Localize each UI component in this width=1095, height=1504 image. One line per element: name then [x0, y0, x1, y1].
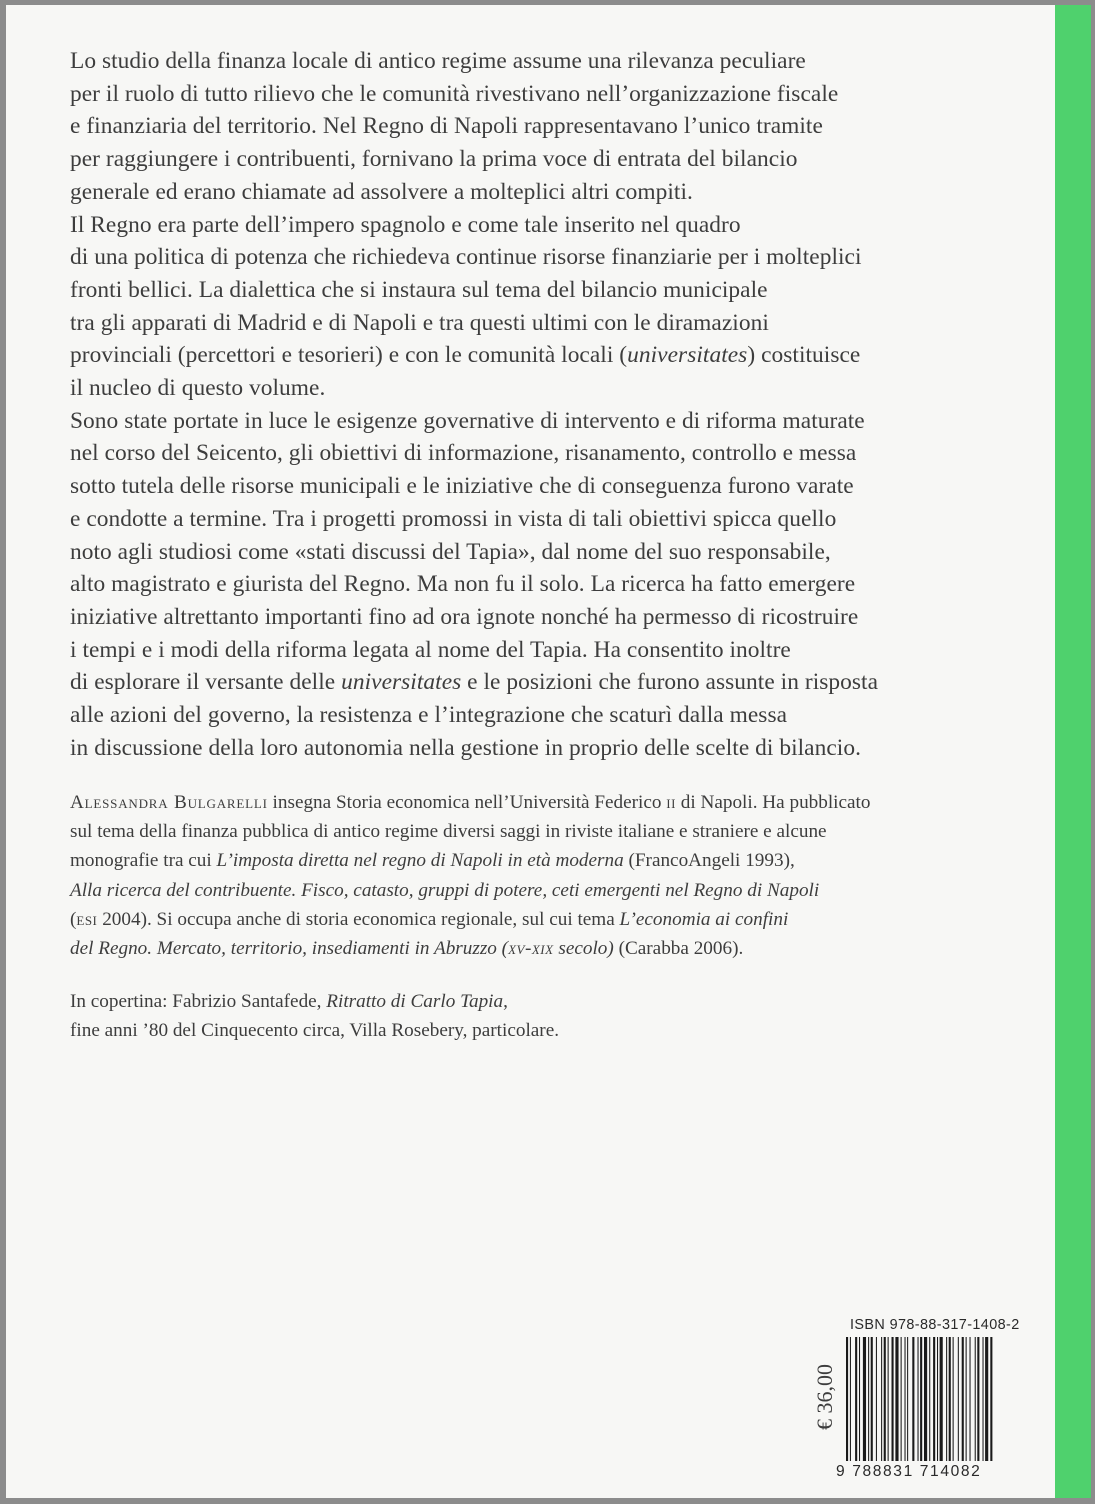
blurb-line: per raggiungere i contribuenti, fornivano la prima voce di entrata del bilancio — [70, 146, 798, 173]
barcode-bar — [933, 1337, 935, 1461]
barcode-digits: 9 788831 714082 — [836, 1463, 982, 1480]
blurb-line: noto agli studiosi come «stati discussi del Tapia», dal nome del suo responsabile, — [70, 538, 831, 565]
blurb-line: alto magistrato e giurista del Regno. Ma non fu il solo. La ricerca ha fatto emergere — [70, 571, 856, 598]
barcode-bar — [892, 1337, 894, 1461]
credit-line: In copertina: Fabrizio Santafede, Ritratto di Carlo Tapia, — [70, 991, 508, 1012]
barcode-bar — [953, 1337, 954, 1461]
blurb-line: nel corso del Seicento, gli obiettivi di informazione, risanamento, controllo e messa — [70, 440, 857, 467]
cover-credit — [70, 987, 970, 1045]
bio-line: (esi 2004). Si occupa anche di storia economica regionale, sul cui tema L’economia ai confini — [70, 908, 789, 930]
barcode-bar — [868, 1337, 869, 1461]
blurb-text — [70, 45, 1010, 764]
barcode-bar — [920, 1337, 922, 1461]
blurb-line: Il Regno era parte dell’impero spagnolo e come tale inserito nel quadro — [70, 211, 741, 238]
barcode-bar — [949, 1337, 951, 1461]
barcode-bar — [983, 1337, 984, 1461]
author-bio — [70, 788, 1030, 963]
barcode-bar — [907, 1337, 908, 1461]
barcode-bar — [970, 1337, 971, 1461]
isbn-label: ISBN 978-88-317-1408-2 — [850, 1317, 1020, 1333]
artwork-title: Ritratto di Carlo Tapia — [326, 991, 504, 1012]
barcode-bar — [990, 1337, 992, 1461]
author-name: Alessandra Bulgarelli — [70, 792, 268, 813]
barcode-bar — [975, 1337, 976, 1461]
blurb-line: tra gli apparati di Madrid e di Napoli e tra questi ultimi con le diramazioni — [70, 309, 769, 336]
barcode-bar — [855, 1337, 857, 1461]
barcode-bar — [958, 1337, 959, 1461]
book-title: Alla ricerca del contribuente. Fisco, catasto, gruppi di potere, ceti emergenti nel Regno di Napoli — [70, 879, 820, 901]
barcode-bar — [940, 1337, 943, 1461]
price-label: € 36,00 — [812, 1364, 837, 1430]
credit-line: fine anni ’80 del Cinquecento circa, Villa Rosebery, particolare. — [70, 1020, 560, 1042]
barcode-bar — [881, 1337, 882, 1461]
blurb-line: alle azioni del governo, la resistenza e l’integrazione che scaturì dalla messa — [70, 702, 788, 729]
blurb-line: per il ruolo di tutto rilievo che le comunità rivestivano nell’organizzazione fiscale — [70, 80, 839, 107]
back-cover — [6, 5, 1091, 1498]
barcode-bar — [937, 1337, 938, 1461]
barcode-bar — [966, 1337, 967, 1461]
book-title: L’imposta diretta nel regno di Napoli in età moderna — [216, 850, 624, 872]
barcode-bar — [850, 1337, 851, 1461]
spine-stripe — [1055, 5, 1091, 1498]
barcode-bar — [905, 1337, 906, 1461]
blurb-line: e condotte a termine. Tra i progetti promossi in vista di tali obiettivi spicca quello — [70, 505, 837, 532]
barcode-bar — [888, 1337, 889, 1461]
latin-term: universitates — [341, 669, 462, 696]
barcode-bar — [924, 1337, 927, 1461]
barcode-bar — [876, 1337, 877, 1461]
blurb-line: e finanziaria del territorio. Nel Regno di Napoli rappresentavano l’unico tramite — [70, 113, 823, 140]
barcode-bar — [895, 1337, 898, 1461]
blurb-line: sotto tutela delle risorse municipali e le iniziative che di conseguenza furono varate — [70, 473, 854, 500]
blurb-line: di esplorare il versante delle universitates e le posizioni che furono assunte in risposta — [70, 669, 879, 696]
barcode-bar — [912, 1337, 914, 1461]
barcode-bar — [962, 1337, 964, 1461]
barcode-bar — [863, 1337, 866, 1461]
blurb-line: il nucleo di questo volume. — [70, 375, 326, 402]
barcode-bar — [846, 1337, 848, 1461]
blurb-line: fronti bellici. La dialettica che si instaura sul tema del bilancio municipale — [70, 276, 768, 303]
bio-line: monografie tra cui L’imposta diretta nel regno di Napoli in età moderna (FrancoAngeli 1993), — [70, 850, 795, 872]
barcode-bar — [871, 1337, 873, 1461]
barcode-bar — [859, 1337, 860, 1461]
barcode-bar — [985, 1337, 988, 1461]
blurb-line: iniziative altrettanto importanti fino ad ora ignote nonché ha permesso di ricostruire — [70, 603, 859, 630]
barcode-bar — [901, 1337, 902, 1461]
book-title: L’economia ai confini — [619, 908, 789, 930]
blurb-line: di una politica di potenza che richiedeva continue risorse finanziarie per i molteplici — [70, 244, 862, 271]
bio-line: Alessandra Bulgarelli insegna Storia economica nell’Università Federico ii di Napoli. Ha pubblicato — [70, 792, 871, 813]
bio-line: del Regno. Mercato, territorio, insediamenti in Abruzzo (xv-xix secolo) (Carabba 2006). — [70, 938, 744, 960]
bio-line: sul tema della finanza pubblica di antico regime diversi saggi in riviste italiane e straniere e alcune — [70, 821, 827, 843]
blurb-line: i tempi e i modi della riforma legata al nome del Tapia. Ha consentito inoltre — [70, 636, 791, 663]
latin-term: universitates — [627, 342, 748, 369]
barcode-block — [788, 1317, 1038, 1485]
barcode-icon — [844, 1337, 1034, 1463]
blurb-line: in discussione della loro autonomia nella gestione in proprio delle scelte di bilancio. — [70, 734, 861, 761]
barcode-bar — [929, 1337, 930, 1461]
barcode-bar — [918, 1337, 919, 1461]
barcode-bar — [946, 1337, 947, 1461]
barcode-bar — [977, 1337, 979, 1461]
blurb-line: Lo studio della finanza locale di antico regime assume una rilevanza peculiare — [70, 48, 806, 74]
blurb-line: provinciali (percettori e tesorieri) e con le comunità locali (universitates) costituisce — [70, 342, 861, 369]
barcode-bar — [884, 1337, 886, 1461]
blurb-line: Sono state portate in luce le esigenze governative di intervento e di riforma maturate — [70, 407, 865, 434]
bio-line — [70, 876, 1030, 905]
blurb-line: generale ed erano chiamate ad assolvere a molteplici altri compiti. — [70, 178, 693, 205]
